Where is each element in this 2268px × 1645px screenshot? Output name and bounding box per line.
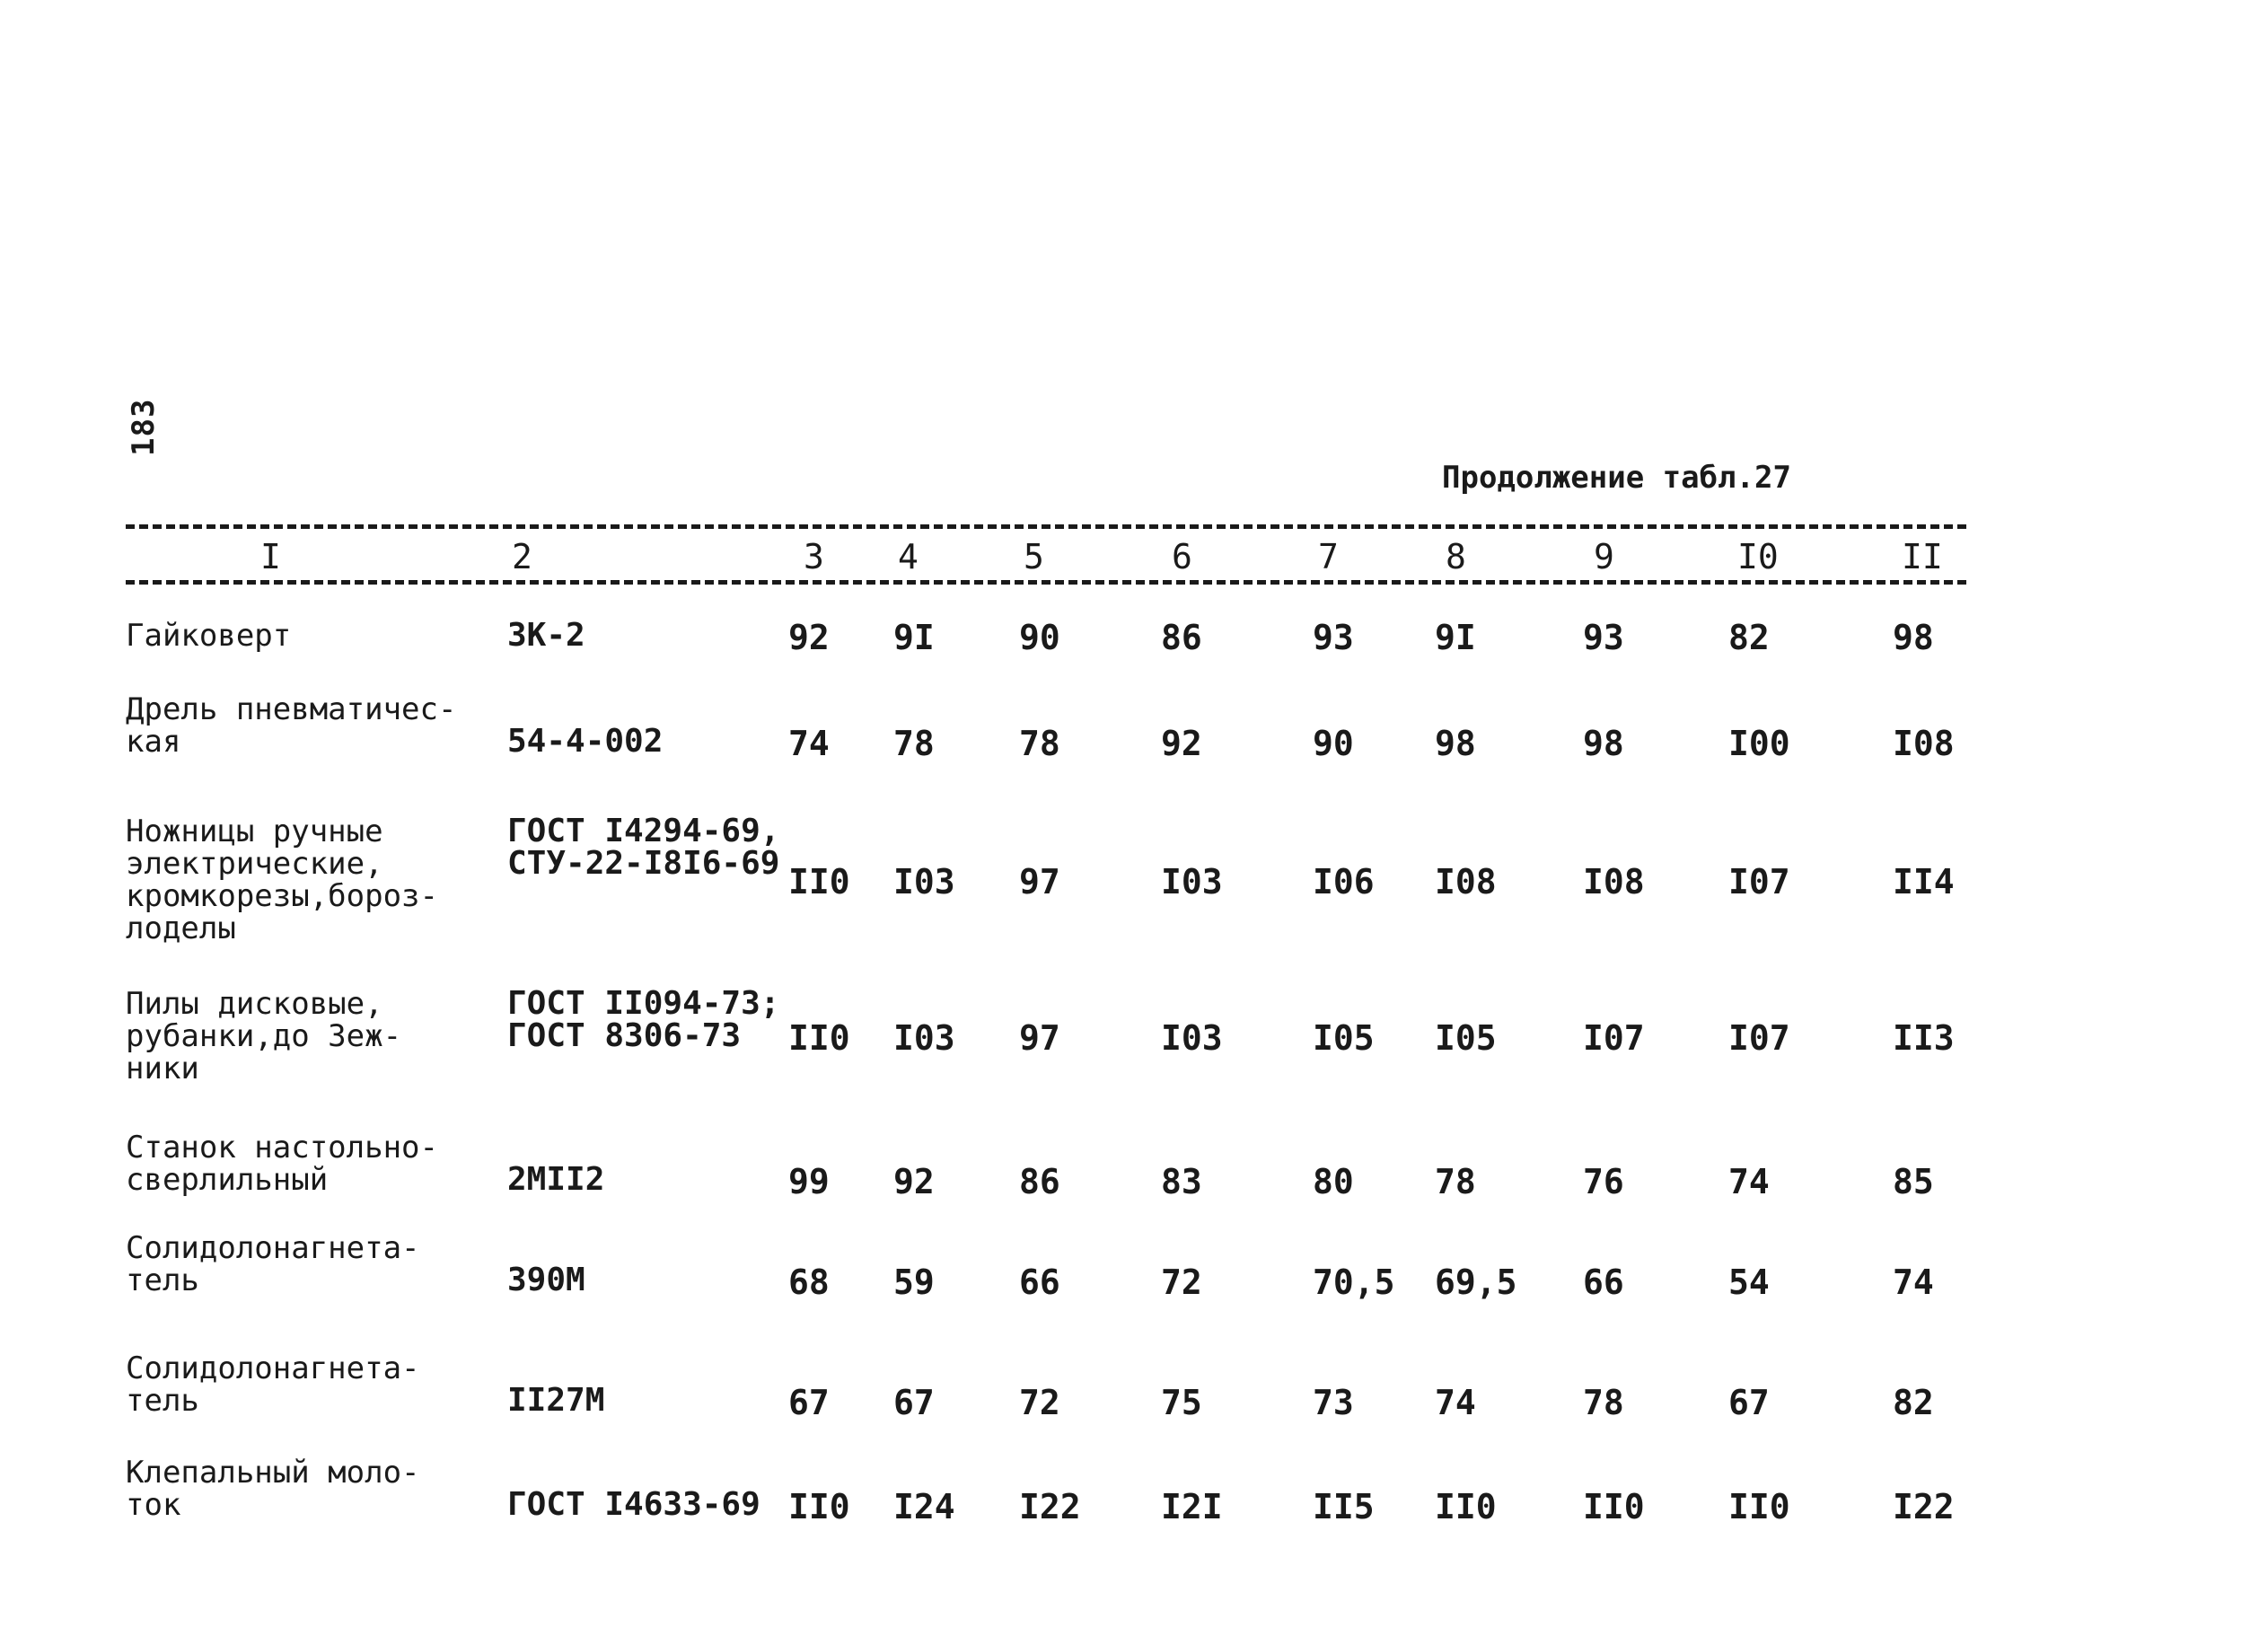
table-cell: I08 bbox=[1435, 862, 1497, 902]
table-cell: 83 bbox=[1161, 1162, 1202, 1201]
table-cell: I06 bbox=[1313, 862, 1375, 902]
table-cell: 98 bbox=[1583, 724, 1624, 763]
table-cell: 9I bbox=[893, 618, 935, 657]
table-cell: 68 bbox=[788, 1262, 830, 1302]
table-cell: 59 bbox=[893, 1262, 935, 1302]
table-cell: 78 bbox=[1435, 1162, 1476, 1201]
column-header: 3 bbox=[804, 537, 824, 576]
table-cell: I2I bbox=[1161, 1487, 1223, 1526]
row-name: Пилы дисковые, рубанки,до 3еж- ники bbox=[126, 986, 402, 1086]
table-cell: 74 bbox=[1893, 1262, 1934, 1302]
table-cell: 97 bbox=[1019, 1018, 1060, 1058]
row-name: Солидолонагнета- тель bbox=[126, 1230, 420, 1298]
table-cell: 67 bbox=[1728, 1383, 1770, 1422]
table-cell: 98 bbox=[1893, 618, 1934, 657]
table-cell: 72 bbox=[1161, 1262, 1202, 1302]
table-cell: 73 bbox=[1313, 1383, 1354, 1422]
table-cell: I07 bbox=[1583, 1018, 1645, 1058]
table-cell: 98 bbox=[1435, 724, 1476, 763]
row-model: ЗК-2 bbox=[507, 617, 585, 654]
table-cell: 72 bbox=[1019, 1383, 1060, 1422]
column-header: 9 bbox=[1594, 537, 1614, 576]
column-header: 2 bbox=[512, 537, 532, 576]
table-cell: 67 bbox=[893, 1383, 935, 1422]
table-cell: 80 bbox=[1313, 1162, 1354, 1201]
table-cell: II0 bbox=[788, 1487, 850, 1526]
table-cell: I22 bbox=[1893, 1487, 1955, 1526]
table-cell: I03 bbox=[1161, 1018, 1223, 1058]
table-cell: 85 bbox=[1893, 1162, 1934, 1201]
column-header: I0 bbox=[1737, 537, 1779, 576]
table-cell: 76 bbox=[1583, 1162, 1624, 1201]
table-cell: II4 bbox=[1893, 862, 1955, 902]
table-cell: 93 bbox=[1313, 618, 1354, 657]
column-header: 5 bbox=[1024, 537, 1044, 576]
row-name: Клепальный моло- ток bbox=[126, 1455, 420, 1523]
column-header: 8 bbox=[1446, 537, 1466, 576]
table-cell: 75 bbox=[1161, 1383, 1202, 1422]
table-cell: 86 bbox=[1019, 1162, 1060, 1201]
table-cell: 78 bbox=[1583, 1383, 1624, 1422]
header-bottom-rule bbox=[126, 580, 1966, 585]
row-name: Дрель пневматичес- кая bbox=[126, 691, 457, 760]
table-cell: 70,5 bbox=[1313, 1262, 1395, 1302]
row-name: Станок настольно- сверлильный bbox=[126, 1130, 438, 1198]
table-cell: 92 bbox=[1161, 724, 1202, 763]
table-cell: II0 bbox=[1435, 1487, 1497, 1526]
table-cell: 90 bbox=[1019, 618, 1060, 657]
row-model: ГОСТ II094-73; ГОСТ 8306-73 bbox=[507, 985, 780, 1054]
column-header: 7 bbox=[1318, 537, 1339, 576]
row-name: Ножницы ручные электрические, кромкорезы,бороз- лоделы bbox=[126, 814, 438, 946]
table-cell: 9I bbox=[1435, 618, 1476, 657]
table-cell: 82 bbox=[1893, 1383, 1934, 1422]
table-cell: 78 bbox=[893, 724, 935, 763]
table-cell: 90 bbox=[1313, 724, 1354, 763]
table-cell: I03 bbox=[893, 862, 955, 902]
row-model: ГОСТ I4294-69, СТУ-22-I8I6-69 bbox=[507, 813, 780, 882]
table-cell: 67 bbox=[788, 1383, 830, 1422]
table-cell: II0 bbox=[788, 862, 850, 902]
table-cell: I05 bbox=[1313, 1018, 1375, 1058]
table-cell: I22 bbox=[1019, 1487, 1081, 1526]
table-cell: I08 bbox=[1893, 724, 1955, 763]
row-name: Солидолонагнета- тель bbox=[126, 1350, 420, 1419]
page-number: 183 bbox=[126, 398, 162, 456]
column-header: 6 bbox=[1172, 537, 1192, 576]
table-cell: 66 bbox=[1583, 1262, 1624, 1302]
table-cell: 86 bbox=[1161, 618, 1202, 657]
table-cell: 82 bbox=[1728, 618, 1770, 657]
column-header: I bbox=[260, 537, 281, 576]
table-cell: I07 bbox=[1728, 862, 1790, 902]
table-cell: 93 bbox=[1583, 618, 1624, 657]
table-cell: 74 bbox=[1728, 1162, 1770, 1201]
table-cell: 66 bbox=[1019, 1262, 1060, 1302]
row-model: 54-4-002 bbox=[507, 723, 664, 760]
column-header: II bbox=[1902, 537, 1943, 576]
header-top-rule bbox=[126, 524, 1966, 529]
table-cell: 74 bbox=[788, 724, 830, 763]
table-cell: 99 bbox=[788, 1162, 830, 1201]
table-cell: 74 bbox=[1435, 1383, 1476, 1422]
row-model: ГОСТ I4633-69 bbox=[507, 1486, 760, 1523]
table-cell: I03 bbox=[1161, 862, 1223, 902]
table-cell: 54 bbox=[1728, 1262, 1770, 1302]
table-cell: 92 bbox=[893, 1162, 935, 1201]
table-cell: 78 bbox=[1019, 724, 1060, 763]
table-cell: 92 bbox=[788, 618, 830, 657]
table-cell: I24 bbox=[893, 1487, 955, 1526]
row-model: 390М bbox=[507, 1262, 585, 1298]
row-name: Гайковерт bbox=[126, 618, 292, 654]
table-cell: I00 bbox=[1728, 724, 1790, 763]
table-cell: I08 bbox=[1583, 862, 1645, 902]
column-header: 4 bbox=[898, 537, 919, 576]
row-model: 2МII2 bbox=[507, 1161, 605, 1198]
table-cell: I03 bbox=[893, 1018, 955, 1058]
table-cell: II0 bbox=[1583, 1487, 1645, 1526]
table-cell: I05 bbox=[1435, 1018, 1497, 1058]
table-cell: II3 bbox=[1893, 1018, 1955, 1058]
table-cell: II0 bbox=[788, 1018, 850, 1058]
continuation-label: Продолжение табл.27 bbox=[1442, 460, 1791, 496]
table-cell: I07 bbox=[1728, 1018, 1790, 1058]
table-cell: II5 bbox=[1313, 1487, 1375, 1526]
table-cell: 97 bbox=[1019, 862, 1060, 902]
row-model: II27М bbox=[507, 1382, 605, 1419]
table-cell: II0 bbox=[1728, 1487, 1790, 1526]
table-cell: 69,5 bbox=[1435, 1262, 1517, 1302]
